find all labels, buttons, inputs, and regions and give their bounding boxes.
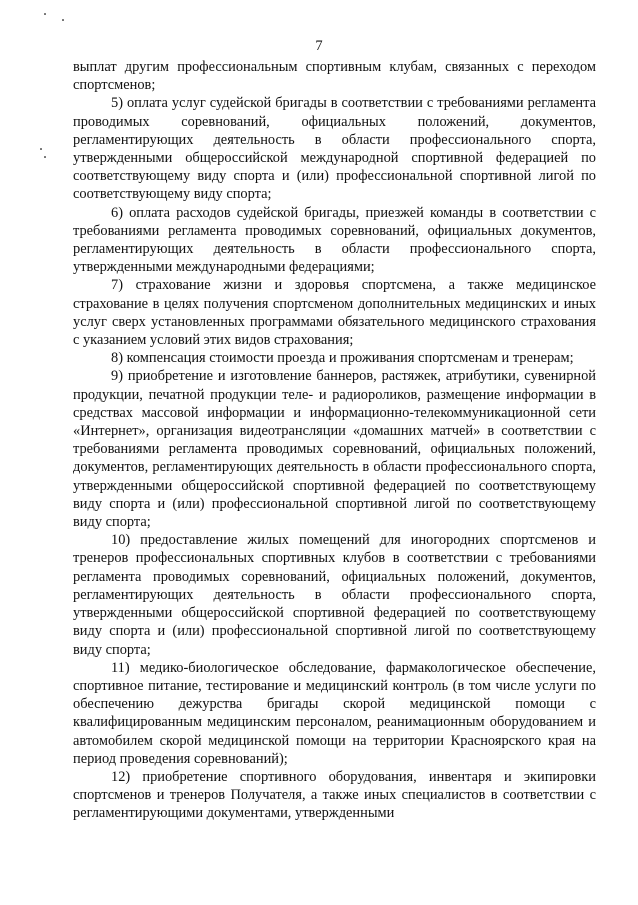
scan-speck: [44, 13, 46, 15]
paragraph-item-9: 9) приобретение и изготовление баннеров, растяжек, атрибутики, сувенирной продукции, печатной продукции теле- и радиороликов, размещение информации в средствах массовой информации и информационно-телекоммуникационной сети «Интернет», организация видеотрансляции «домашних матчей» в соответствии с требованиями регламента проводимых соревнований, официальных положений, документов, регламентирующих деятельность в области профессионального спорта, утвержденными общероссийской спортивной федерацией по соответствующему виду спорта и (или) профессиональной спортивной лигой по соответствующему виду спорта;: [73, 368, 596, 531]
paragraph-item-8: 8) компенсация стоимости проезда и проживания спортсменам и тренерам;: [111, 350, 574, 367]
paragraph-item-6: 6) оплата расходов судейской бригады, приезжей команды в соответствии с требованиями регламента проводимых соревнований, официальных документов, регламентирующих деятельность в области профессионального спорта, утвержденными международными федерациями;: [73, 204, 596, 276]
paragraph-item-12: 12) приобретение спортивного оборудования, инвентаря и экипировки спортсменов и тренеров Получателя, а также иных специалистов в соответствии с регламентирующими документами, утвержденными: [73, 768, 596, 822]
paragraph-item-5: 5) оплата услуг судейской бригады в соответствии с требованиями регламента проводимых соревнований, официальных положений, документов, регламентирующих деятельность в области профессионального спорта, утвержденными общероссийской международной спортивной федерацией по соответствующему виду спорта и (или) профессиональной спортивной лигой по соответствующему виду спорта;: [73, 95, 596, 203]
scan-speck: [40, 148, 42, 150]
paragraph-item-11: 11) медико-биологическое обследование, фармакологическое обеспечение, спортивное питание, тестирование и медицинский контроль (в том числе услуги по обеспечению дежурства бригады скорой медицинской помощи с квалифицированным медицинским персоналом, реанимационным оборудованием и автомобилем скорой медицинской помощи на территории Красноярского края на период проведения соревнований);: [73, 659, 596, 767]
scan-speck: [62, 19, 64, 21]
page-number: 7: [315, 38, 323, 54]
scan-speck: [44, 156, 46, 158]
paragraph-item-7: 7) страхование жизни и здоровья спортсмена, а также медицинское страхование в целях получения спортсменом дополнительных медицинских и иных услуг сверх установленных программами обязательного медицинского страхования с указанием условий этих видов страхования;: [73, 277, 596, 349]
paragraph-item-10: 10) предоставление жилых помещений для иногородних спортсменов и тренеров профессиональных спортивных клубов в соответствии с требованиями регламента проводимых соревнований, официальных положений, документов, регламентирующих деятельность в области профессионального спорта, утвержденными общероссийской спортивной федерацией по соответствующему виду спорта и (или) профессиональной спортивной лигой по соответствующему виду спорта;: [73, 532, 596, 658]
document-body: [73, 58, 596, 823]
paragraph-continuation: выплат другим профессиональным спортивным клубам, связанных с переходом спортсменов;: [73, 59, 596, 94]
